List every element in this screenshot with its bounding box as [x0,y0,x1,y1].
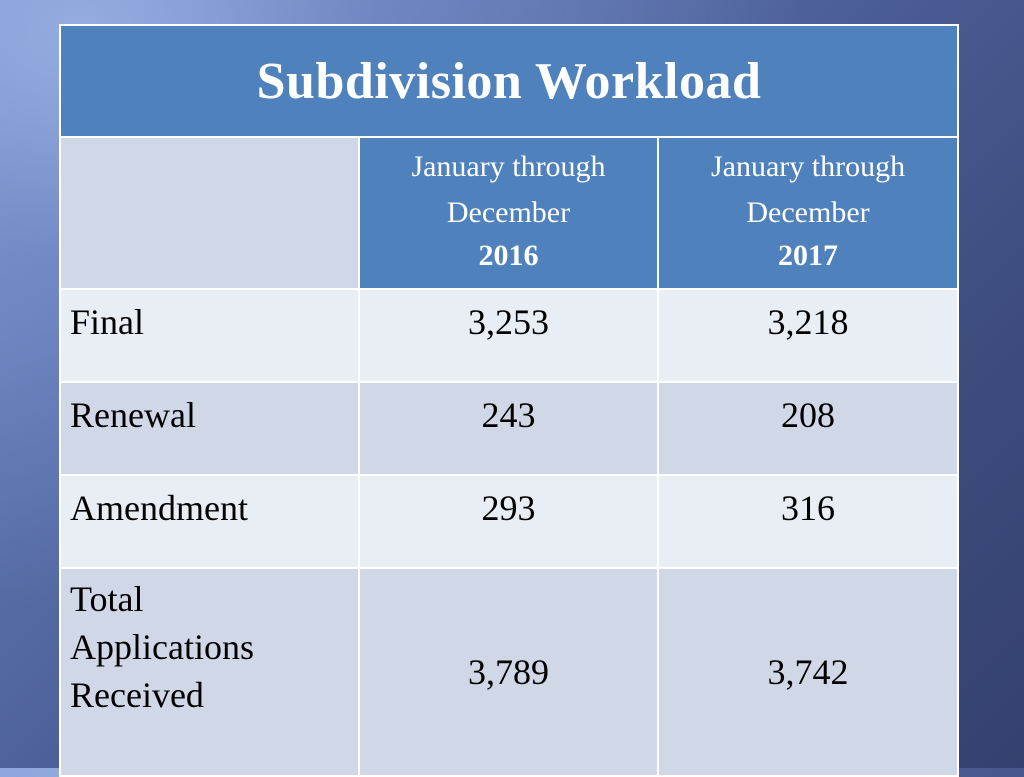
column-period-label: January through December [710,150,906,229]
column-year-label: 2017 [778,239,839,272]
row-label: Amendment [60,475,359,568]
total-label [60,568,359,776]
column-header-2016 [359,137,658,289]
row-value-2017: 3,218 [658,289,958,382]
table-title: Subdivision Workload [60,25,958,137]
table-row-amendment [60,475,958,568]
row-label: Final [60,289,359,382]
row-label: Renewal [60,382,359,475]
row-value-2017: 208 [658,382,958,475]
total-value-2017: 3,742 [658,568,958,776]
workload-table [59,24,959,777]
row-value-2016: 293 [359,475,658,568]
total-value-2016: 3,789 [359,568,658,776]
blank-header-cell [60,137,359,289]
column-year-label: 2016 [478,239,539,272]
table-row-final [60,289,958,382]
table-row-renewal [60,382,958,475]
row-value-2016: 3,253 [359,289,658,382]
row-value-2017: 316 [658,475,958,568]
total-label-line: Total [70,579,144,619]
table-row-total [60,568,958,776]
total-label-line: Received [70,675,204,715]
header-row [60,137,958,289]
row-value-2016: 243 [359,382,658,475]
column-period-label: January through December [411,150,606,229]
total-label-line: Applications [70,627,254,667]
column-header-2017 [658,137,958,289]
